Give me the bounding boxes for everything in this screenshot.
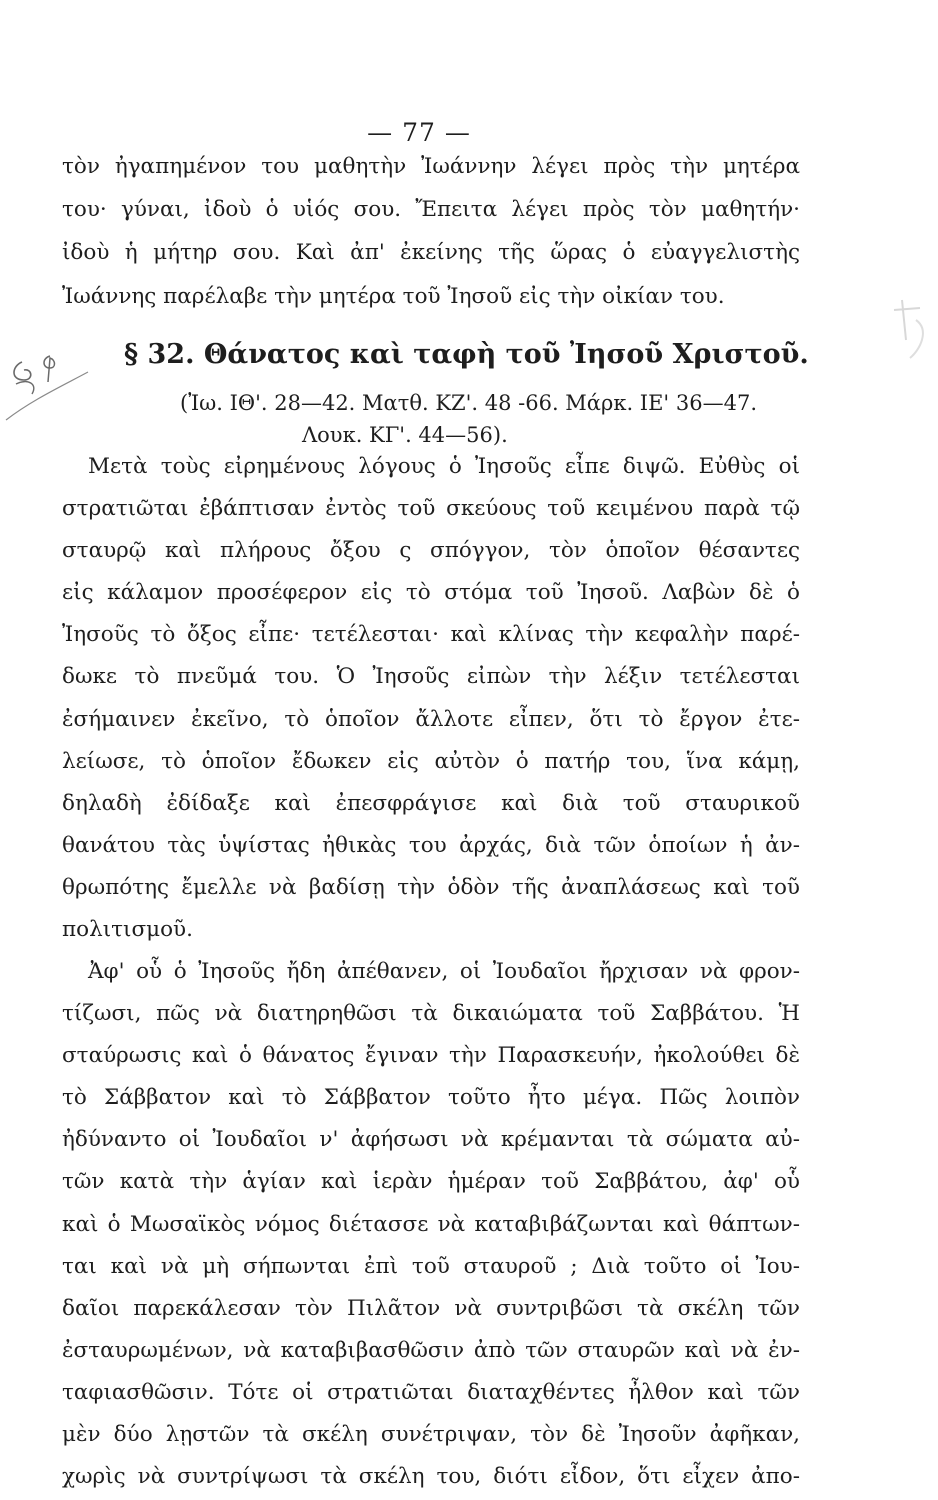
- paragraph-line: Ἰησοῦς τὸ ὄξος εἶπε· τετέλεσται· καὶ κλίνας τὴν κεφαλὴν παρέ-: [62, 622, 800, 648]
- page-number: — 77 —: [367, 118, 471, 147]
- text-line: του· γύναι, ἰδοὺ ὁ υἱός σου. Ἔπειτα λέγει πρὸς τὸν μαθητήν·: [62, 197, 800, 223]
- paragraph-line: θρωπότης ἔμελλε νὰ βαδίσῃ τὴν ὁδὸν τῆς ἀναπλάσεως καὶ τοῦ: [62, 874, 800, 900]
- text-line: τὸν ἠγαπημένον του μαθητὴν Ἰωάννην λέγει πρὸς τὴν μητέρα: [62, 154, 800, 179]
- paragraph-line: λείωσε, τὸ ὁποῖον ἔδωκεν εἰς αὐτὸν ὁ πατήρ του, ἵνα κάμῃ,: [62, 748, 800, 774]
- section-heading: § 32. Θάνατος καὶ ταφὴ τοῦ Ἰησοῦ Χριστοῦ.: [124, 339, 809, 370]
- paragraph-line: ἐσταυρωμένων, νὰ καταβιβασθῶσιν ἀπὸ τῶν σταυρῶν καὶ νὰ ἐν-: [62, 1337, 800, 1363]
- paragraph-line: μὲν δύο λῃστῶν τὰ σκέλη συνέτριψαν, τὸν δὲ Ἰησοῦν ἀφῆκαν,: [62, 1421, 800, 1447]
- bleed-through-mark: [880, 280, 938, 390]
- paragraph-line: τίζωσι, πῶς νὰ διατηρηθῶσι τὰ δικαιώματα τοῦ Σαββάτου. Ἡ: [62, 1001, 800, 1027]
- paragraph-line: ταφιασθῶσιν. Τότε οἱ στρατιῶται διαταχθέντες ἦλθον καὶ τῶν: [62, 1379, 800, 1405]
- paragraph-line: ται καὶ νὰ μὴ σήπωνται ἐπὶ τοῦ σταυροῦ ; Διὰ τοῦτο οἱ Ἰου-: [62, 1253, 800, 1279]
- paragraph-line: θανάτου τὰς ὑψίστας ἠθικὰς του ἀρχάς, διὰ τῶν ὁποίων ἡ ἀν-: [62, 832, 800, 858]
- paragraph-line: εἰς κάλαμον προσέφερον εἰς τὸ στόμα τοῦ Ἰησοῦ. Λαβὼν δὲ ὁ: [62, 580, 800, 606]
- text-line: ἰδοὺ ἡ μήτηρ σου. Καὶ ἀπ' ἐκείνης τῆς ὥρας ὁ εὐαγγελιστὴς: [62, 240, 800, 266]
- scripture-references: (Ἰω. ΙΘ'. 28—42. Ματθ. ΚΖ'. 48 -66. Μάρκ. ΙΕ' 36—47.: [180, 391, 757, 415]
- paragraph-line: τῶν κατὰ τὴν ἁγίαν καὶ ἱερὰν ἡμέραν τοῦ Σαββάτου, ἀφ' οὗ: [62, 1169, 800, 1195]
- paragraph-line: πολιτισμοῦ.: [62, 916, 193, 942]
- paragraph-line: δωκε τὸ πνεῦμά του. Ὁ Ἰησοῦς εἰπὼν τὴν λέξιν τετέλεσται: [62, 664, 800, 690]
- paragraph-line: τὸ Σάββατον καὶ τὸ Σάββατον τοῦτο ἦτο μέγα. Πῶς λοιπὸν: [62, 1085, 800, 1111]
- scripture-references-cont: Λουκ. ΚΓ'. 44—56).: [302, 423, 508, 447]
- paragraph-line: Ἀφ' οὗ ὁ Ἰησοῦς ἤδη ἀπέθανεν, οἱ Ἰουδαῖοι ἤρχισαν νὰ φρον-: [88, 959, 800, 984]
- paragraph-line: στρατιῶται ἐβάπτισαν ἐντὸς τοῦ σκεύους τοῦ κειμένου παρὰ τῷ: [62, 496, 800, 522]
- paragraph-line: ἠδύναντο οἱ Ἰουδαῖοι ν' ἀφήσωσι νὰ κρέμανται τὰ σώματα αὐ-: [62, 1127, 800, 1153]
- paragraph-line: Μετὰ τοὺς εἰρημένους λόγους ὁ Ἰησοῦς εἶπε διψῶ. Εὐθὺς οἱ: [88, 454, 800, 479]
- paragraph-line: ἐσήμαινεν ἐκεῖνο, τὸ ὁποῖον ἄλλοτε εἶπεν, ὅτι τὸ ἔργον ἐτε-: [62, 706, 800, 732]
- paragraph-line: σταυρῷ καὶ πλήρους ὄξου ς σπόγγον, τὸν ὁποῖον θέσαντες: [62, 538, 800, 564]
- paragraph-line: δηλαδὴ ἐδίδαξε καὶ ἐπεσφράγισε καὶ διὰ τοῦ σταυρικοῦ: [62, 790, 800, 816]
- paragraph-line: δαῖοι παρεκάλεσαν τὸν Πιλᾶτον νὰ συντριβῶσι τὰ σκέλη τῶν: [62, 1295, 800, 1321]
- paragraph-line: χωρὶς νὰ συντρίψωσι τὰ σκέλη του, διότι εἶδον, ὅτι εἶχεν ἀπο-: [62, 1464, 800, 1489]
- paragraph-line: σταύρωσις καὶ ὁ θάνατος ἔγιναν τὴν Παρασκευήν, ἠκολούθει δὲ: [62, 1043, 800, 1069]
- handwritten-margin-mark: [2, 334, 92, 434]
- paragraph-line: καὶ ὁ Μωσαϊκὸς νόμος διέτασσε νὰ καταβιβάζωνται καὶ θάπτων-: [62, 1211, 800, 1237]
- text-line: Ἰωάννης παρέλαβε τὴν μητέρα τοῦ Ἰησοῦ εἰς τὴν οἰκίαν του.: [62, 283, 725, 309]
